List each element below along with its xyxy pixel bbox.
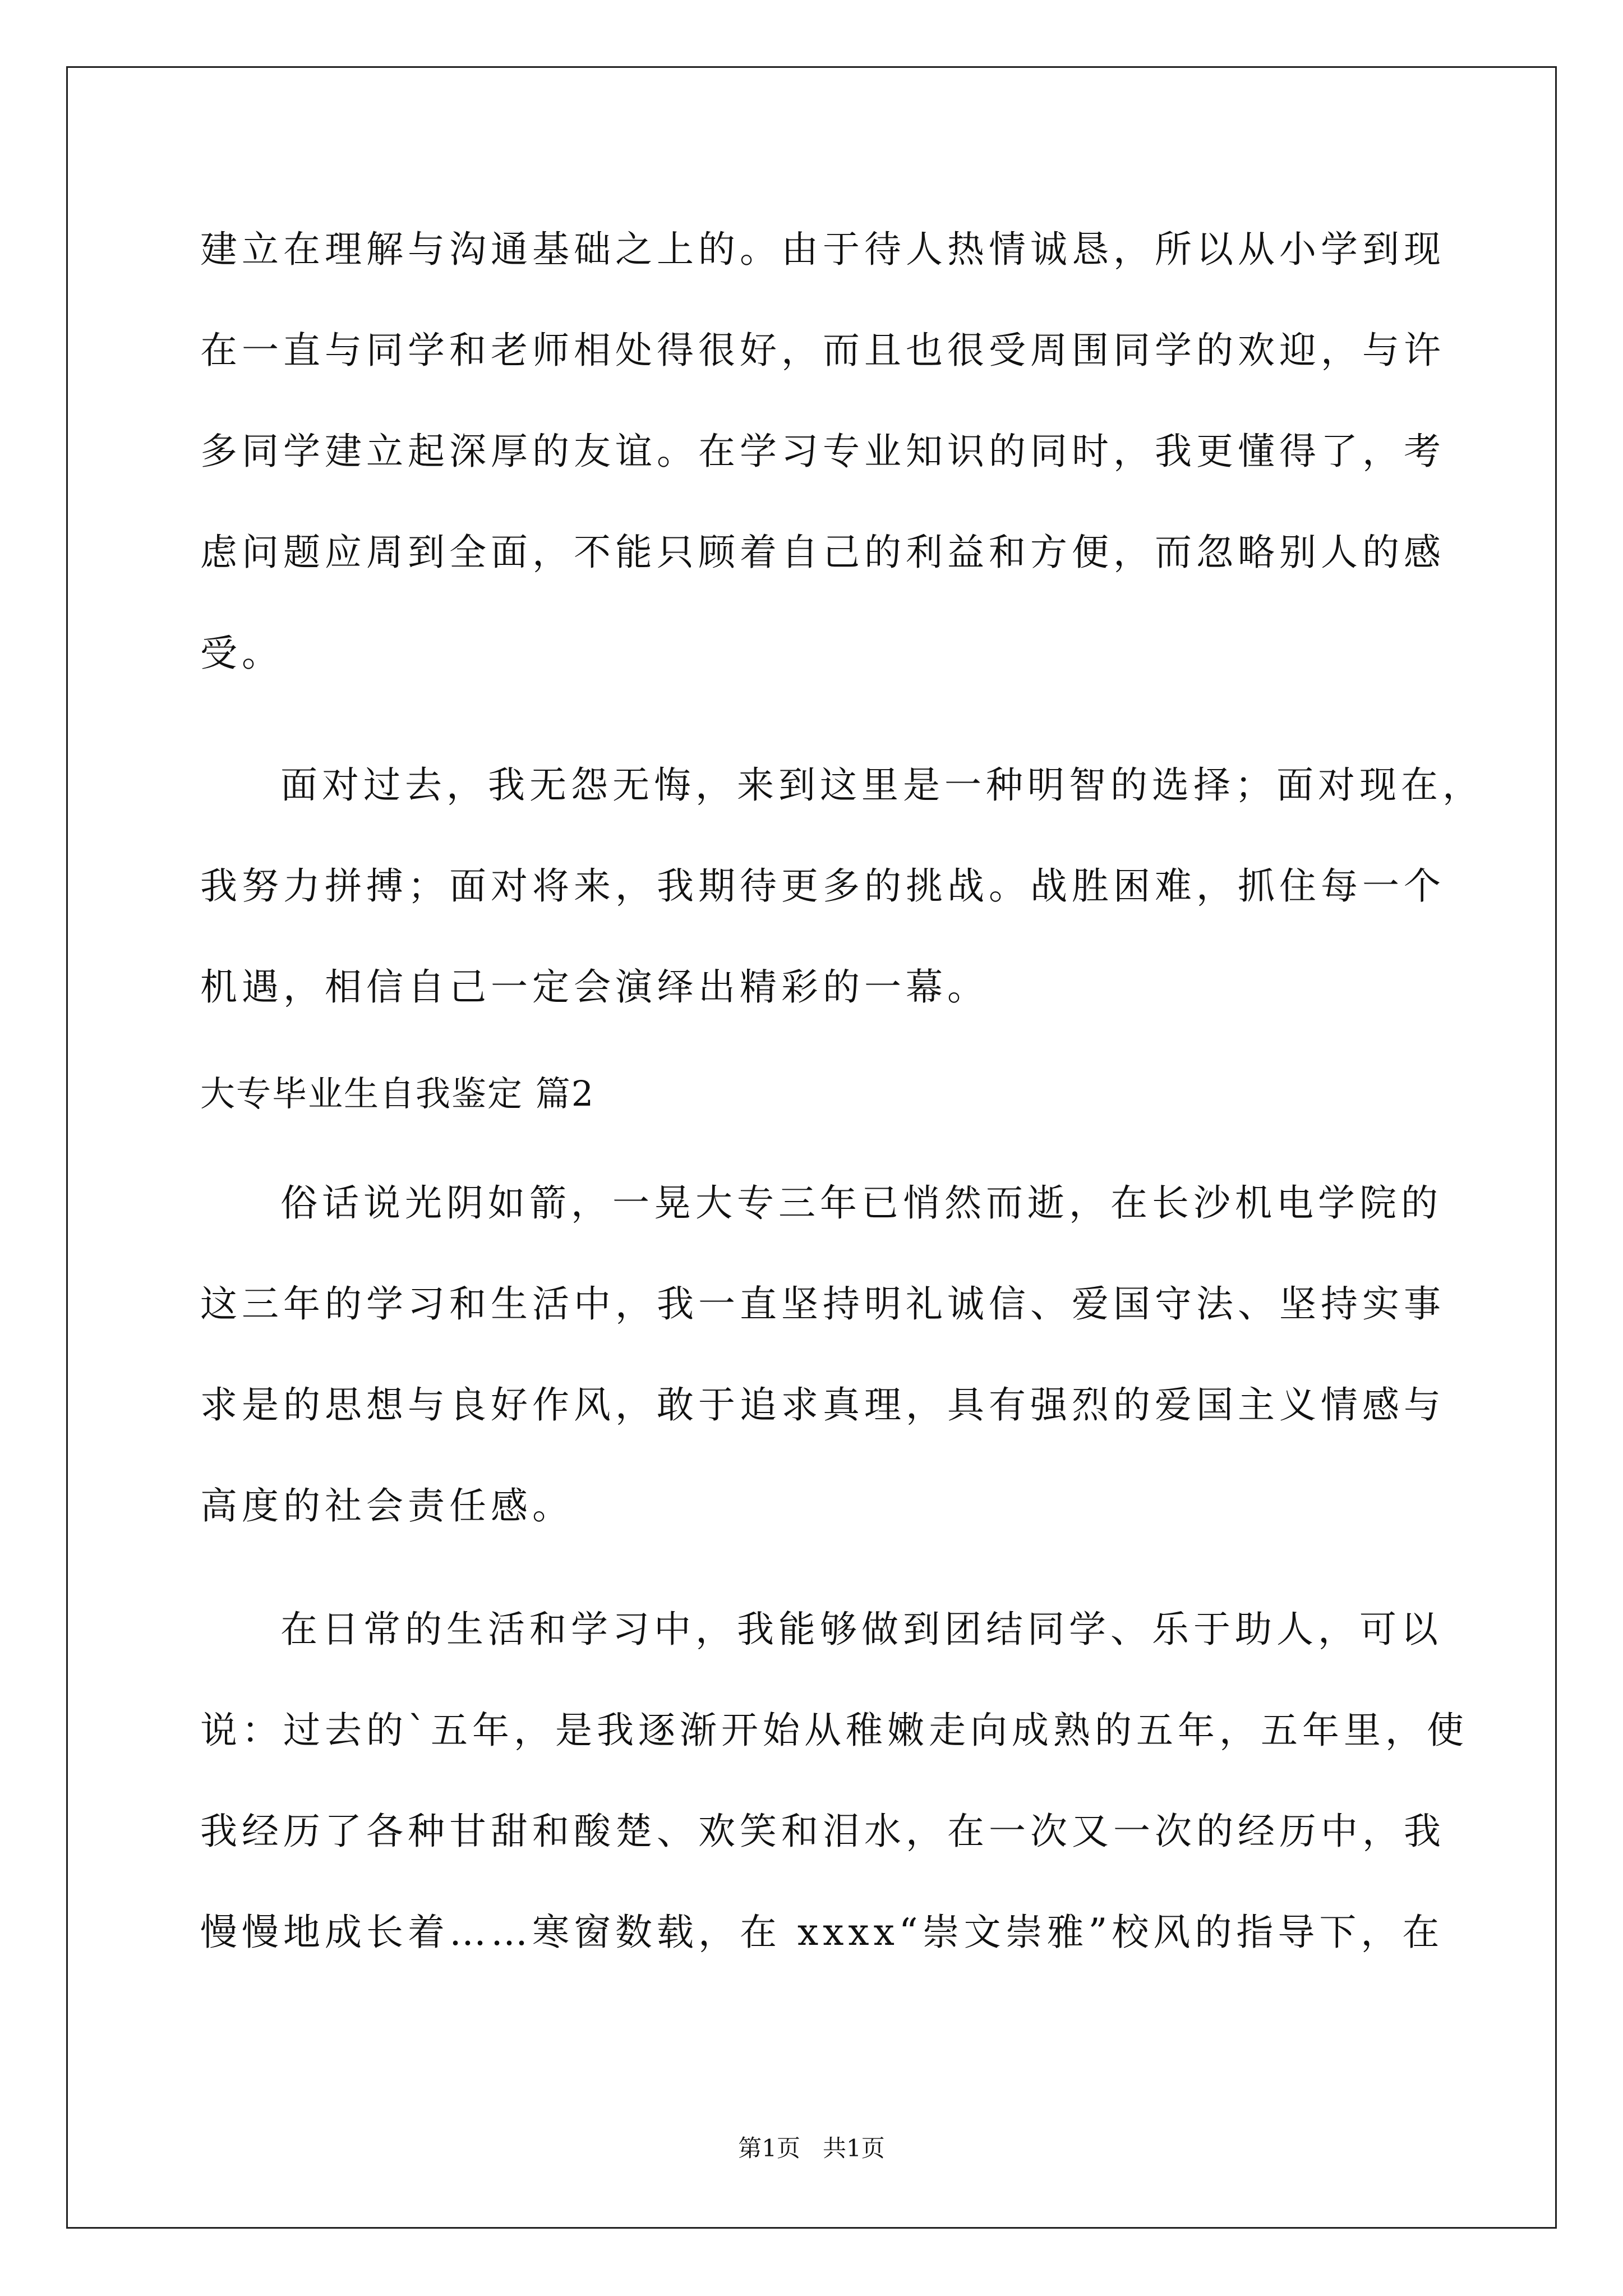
paragraph-line: 机遇，相信自己一定会演绎出精彩的一幕。 [200, 965, 989, 1009]
paragraph-line: 面对过去，我无怨无悔，来到这里是一种明智的选择；面对现在， [280, 763, 1484, 807]
paragraph-line: 说：过去的`五年，是我逐渐开始从稚嫩走向成熟的五年，五年里，使 [200, 1709, 1468, 1752]
paragraph-line: 我努力拼搏；面对将来，我期待更多的挑战。战胜困难，抓住每一个 [200, 864, 1445, 908]
paragraph-line: 慢慢地成长着……寒窗数载，在 xxxx“崇文崇雅”校风的指导下，在 [200, 1911, 1444, 1954]
paragraph-line: 在一直与同学和老师相处得很好，而且也很受周围同学的欢迎，与许 [200, 329, 1445, 372]
page-footer: 第1页 共1页 [738, 2134, 885, 2162]
section-heading: 大专毕业生自我鉴定 篇2 [200, 1073, 595, 1114]
paragraph-line: 在日常的生活和学习中，我能够做到团结同学、乐于助人，可以 [280, 1608, 1442, 1651]
paragraph-line: 建立在理解与沟通基础之上的。由于待人热情诚恳，所以从小学到现 [200, 228, 1445, 271]
paragraph-line: 多同学建立起深厚的友谊。在学习专业知识的同时，我更懂得了，考 [200, 430, 1445, 473]
paragraph-line: 虑问题应周到全面，不能只顾着自己的利益和方便，而忽略别人的感 [200, 531, 1445, 574]
paragraph-line: 我经历了各种甘甜和酸楚、欢笑和泪水，在一次又一次的经历中，我 [200, 1810, 1445, 1853]
paragraph-line: 俗话说光阴如箭，一晃大专三年已悄然而逝，在长沙机电学院的 [280, 1181, 1442, 1225]
page-border [66, 66, 1557, 2229]
paragraph-line: 这三年的学习和生活中，我一直坚持明礼诚信、爱国守法、坚持实事 [200, 1282, 1445, 1326]
paragraph-line: 高度的社会责任感。 [200, 1484, 574, 1527]
paragraph-line: 受。 [200, 632, 283, 675]
paragraph-line: 求是的思想与良好作风，敢于追求真理，具有强烈的爱国主义情感与 [200, 1383, 1445, 1427]
